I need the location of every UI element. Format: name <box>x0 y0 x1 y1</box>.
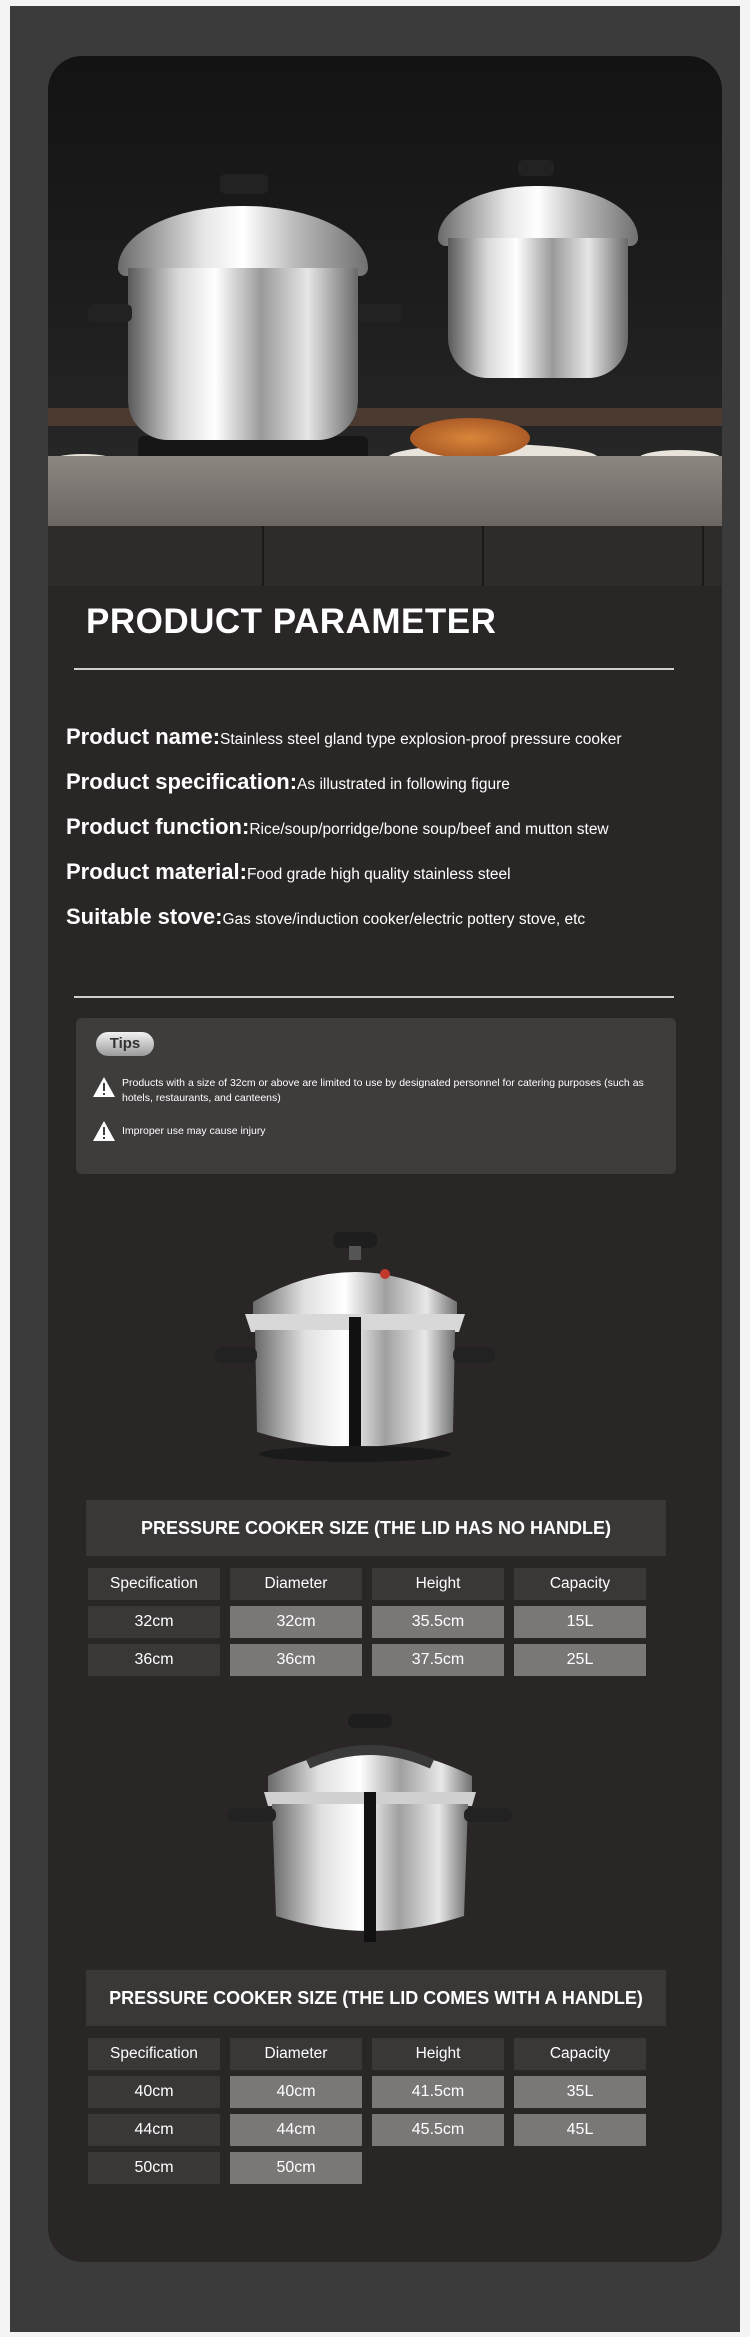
table-header: Height <box>372 1568 504 1600</box>
table-cell: 45.5cm <box>372 2114 504 2146</box>
table-cell: 45L <box>514 2114 646 2146</box>
param-label: Product name: <box>66 724 221 749</box>
table-header: Capacity <box>514 2038 646 2070</box>
tips-box <box>76 1018 676 1174</box>
table-cell: 40cm <box>88 2076 220 2108</box>
tips-badge: Tips <box>96 1032 154 1056</box>
table-cell: 44cm <box>88 2114 220 2146</box>
pot-handle-left <box>88 304 132 322</box>
cabinet-door <box>268 526 484 586</box>
table-cell: 36cm <box>88 1644 220 1676</box>
param-row-stove <box>66 904 706 949</box>
table-cell: 32cm <box>88 1606 220 1638</box>
table-cell: 44cm <box>230 2114 362 2146</box>
table-header: Specification <box>88 1568 220 1600</box>
table-cell: 40cm <box>230 2076 362 2108</box>
warning-triangle-icon <box>92 1120 116 1142</box>
param-value: Rice/soup/porridge/bone soup/beef and mutton stew <box>249 821 609 838</box>
param-label: Suitable stove: <box>66 904 223 929</box>
table-cell: 41.5cm <box>372 2076 504 2108</box>
param-row-specification <box>66 769 706 814</box>
cabinet-door <box>488 526 704 586</box>
param-row-function <box>66 814 706 859</box>
param-label: Product function: <box>66 814 250 839</box>
cabinet-door <box>48 526 264 586</box>
food <box>410 418 530 458</box>
pot-handle-right <box>358 304 402 322</box>
param-label: Product specification: <box>66 769 298 794</box>
lid-knob <box>220 174 268 194</box>
cabinet <box>48 526 722 586</box>
pot-lid <box>118 206 368 276</box>
param-value: Stainless steel gland type explosion-proof pressure cooker <box>220 731 622 748</box>
param-value: As illustrated in following figure <box>297 776 510 793</box>
table-cell: 36cm <box>230 1644 362 1676</box>
table-cell: 25L <box>514 1644 646 1676</box>
pressure-cooker-small <box>448 238 628 378</box>
table-header: Specification <box>88 2038 220 2070</box>
parameter-list <box>66 724 706 949</box>
pressure-cooker-with-handle-image <box>228 1706 518 1956</box>
warning-triangle-icon <box>92 1076 116 1098</box>
table-cell: 35L <box>514 2076 646 2108</box>
divider-middle <box>74 996 674 998</box>
table-cell: 35.5cm <box>372 1606 504 1638</box>
table-header: Diameter <box>230 1568 362 1600</box>
divider-top <box>74 668 674 670</box>
section-title: PRODUCT PARAMETER <box>86 602 497 641</box>
param-value: Food grade high quality stainless steel <box>246 866 511 883</box>
pressure-cooker-no-handle-image <box>215 1222 515 1482</box>
page-frame <box>10 6 740 2332</box>
param-label: Product material: <box>66 859 247 884</box>
pressure-cooker-large <box>128 268 358 440</box>
table-cell: 15L <box>514 1606 646 1638</box>
table-cell: 50cm <box>230 2152 362 2184</box>
table-header: Capacity <box>514 1568 646 1600</box>
param-row-material <box>66 859 706 904</box>
size-table-title: PRESSURE COOKER SIZE (THE LID HAS NO HANDLE) <box>86 1500 666 1556</box>
table-cell: 50cm <box>88 2152 220 2184</box>
table-cell: 32cm <box>230 1606 362 1638</box>
countertop <box>48 456 722 526</box>
hero-photo <box>48 56 722 526</box>
pot-lid-small <box>438 186 638 246</box>
param-value: Gas stove/induction cooker/electric pottery stove, etc <box>222 911 586 928</box>
table-header: Diameter <box>230 2038 362 2070</box>
warning-text: Products with a size of 32cm or above are limited to use by designated personnel for catering purposes (such as hotels, restaurants, and canteens) <box>122 1077 644 1104</box>
lid-knob-small <box>518 160 554 176</box>
warning-text: Improper use may cause injury <box>122 1125 266 1137</box>
table-header: Height <box>372 2038 504 2070</box>
table-cell: 37.5cm <box>372 1644 504 1676</box>
param-row-name <box>66 724 706 769</box>
size-table-title: PRESSURE COOKER SIZE (THE LID COMES WITH A HANDLE) <box>86 1970 666 2026</box>
